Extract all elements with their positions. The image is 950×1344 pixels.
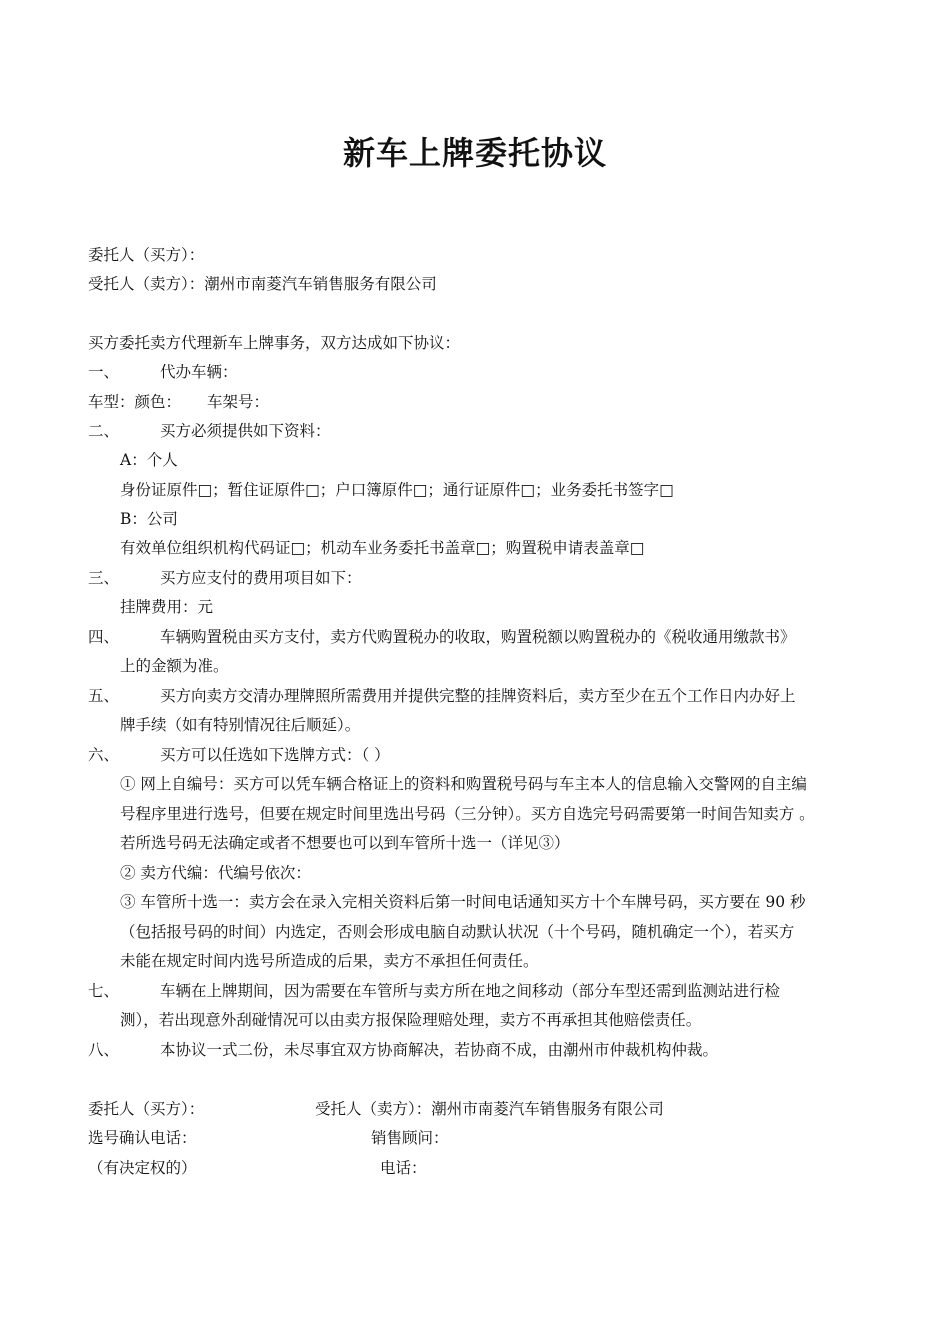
signature-agent: 受托人（卖方）：潮州市南菱汽车销售服务有限公司 bbox=[315, 1100, 664, 1118]
section-number: 二、 bbox=[88, 422, 120, 440]
vehicle-vin: 车架号： bbox=[207, 393, 270, 411]
section-text: 代办车辆： bbox=[160, 363, 238, 381]
section-5-continuation: 牌手续（如有特别情况往后顺延）。 bbox=[120, 716, 361, 734]
option-1-line: ① 网上自编号：买方可以凭车辆合格证上的资料和购置税号码与车主本人的信息输入交警网的自主编 bbox=[120, 775, 807, 793]
section-number: 七、 bbox=[88, 982, 120, 1000]
section-4-continuation: 上的金额为准。 bbox=[120, 657, 229, 675]
section-text: 车辆在上牌期间，因为需要在车管所与卖方所在地之间移动（部分车型还需到监测站进行检 bbox=[160, 982, 781, 1000]
section-number: 六、 bbox=[88, 746, 120, 764]
principal-line: 委托人（买方）： bbox=[88, 246, 205, 264]
section-number: 五、 bbox=[88, 687, 120, 705]
authority-note: （有决定权的） bbox=[88, 1159, 197, 1177]
section-text: 本协议一式二份，未尽事宜双方协商解决，若协商不成，由潮州市仲裁机构仲裁。 bbox=[160, 1041, 719, 1059]
signature-principal: 委托人（买方）： bbox=[88, 1100, 205, 1118]
phone-label: 电话： bbox=[380, 1159, 427, 1177]
individual-label: A：个人 bbox=[120, 451, 178, 469]
option-3-line: 未能在规定时间内选号所造成的后果，卖方不承担任何责任。 bbox=[120, 952, 539, 970]
section-number: 一、 bbox=[88, 363, 120, 381]
section-text: 买方必须提供如下资料： bbox=[160, 422, 331, 440]
section-text: 车辆购置税由买方支付，卖方代购置税办的收取，购置税额以购置税办的《税收通用缴款书》 bbox=[160, 628, 796, 646]
section-text: 买方应支付的费用项目如下： bbox=[160, 569, 362, 587]
option-3-line: （包括报号码的时间）内选定，否则会形成电脑自动默认状况（十个号码，随机确定一个），若买方 bbox=[120, 923, 795, 941]
individual-documents: 身份证原件□；暂住证原件□；户口簿原件□；通行证原件□；业务委托书签字□ bbox=[120, 481, 674, 499]
section-number: 八、 bbox=[88, 1041, 120, 1059]
plate-fee: 挂牌费用：元 bbox=[120, 598, 214, 616]
option-1-line: 号程序里进行选号，但要在规定时间里选出号码（三分钟）。买方自选完号码需要第一时间告知卖方 。 bbox=[120, 805, 815, 823]
option-2-line: ② 卖方代编：代编号依次： bbox=[120, 864, 311, 882]
company-label: B：公司 bbox=[120, 510, 178, 528]
section-number: 四、 bbox=[88, 628, 120, 646]
phone-confirm-label: 选号确认电话： bbox=[88, 1129, 197, 1147]
vehicle-model-color: 车型：颜色： bbox=[88, 393, 182, 411]
intro-paragraph: 买方委托卖方代理新车上牌事务，双方达成如下协议： bbox=[88, 334, 461, 352]
company-documents: 有效单位组织机构代码证□；机动车业务委托书盖章□；购置税申请表盖章□ bbox=[120, 539, 645, 557]
option-3-line: ③ 车管所十选一：卖方会在录入完相关资料后第一时间电话通知买方十个车牌号码，买方要在 90 秒 bbox=[120, 893, 806, 911]
sales-advisor-label: 销售顾问： bbox=[371, 1129, 449, 1147]
section-text: 买方向卖方交清办理牌照所需费用并提供完整的挂牌资料后，卖方至少在五个工作日内办好上 bbox=[160, 687, 796, 705]
document-title: 新车上牌委托协议 bbox=[342, 134, 607, 172]
option-1-line: 若所选号码无法确定或者不想要也可以到车管所十选一（详见③） bbox=[120, 834, 570, 852]
section-number: 三、 bbox=[88, 569, 120, 587]
agent-line: 受托人（卖方）：潮州市南菱汽车销售服务有限公司 bbox=[88, 275, 437, 293]
section-7-continuation: 测），若出现意外刮碰情况可以由卖方报保险理赔处理，卖方不再承担其他赔偿责任。 bbox=[120, 1011, 702, 1029]
section-text: 买方可以任选如下选牌方式：（ ） bbox=[160, 746, 390, 764]
